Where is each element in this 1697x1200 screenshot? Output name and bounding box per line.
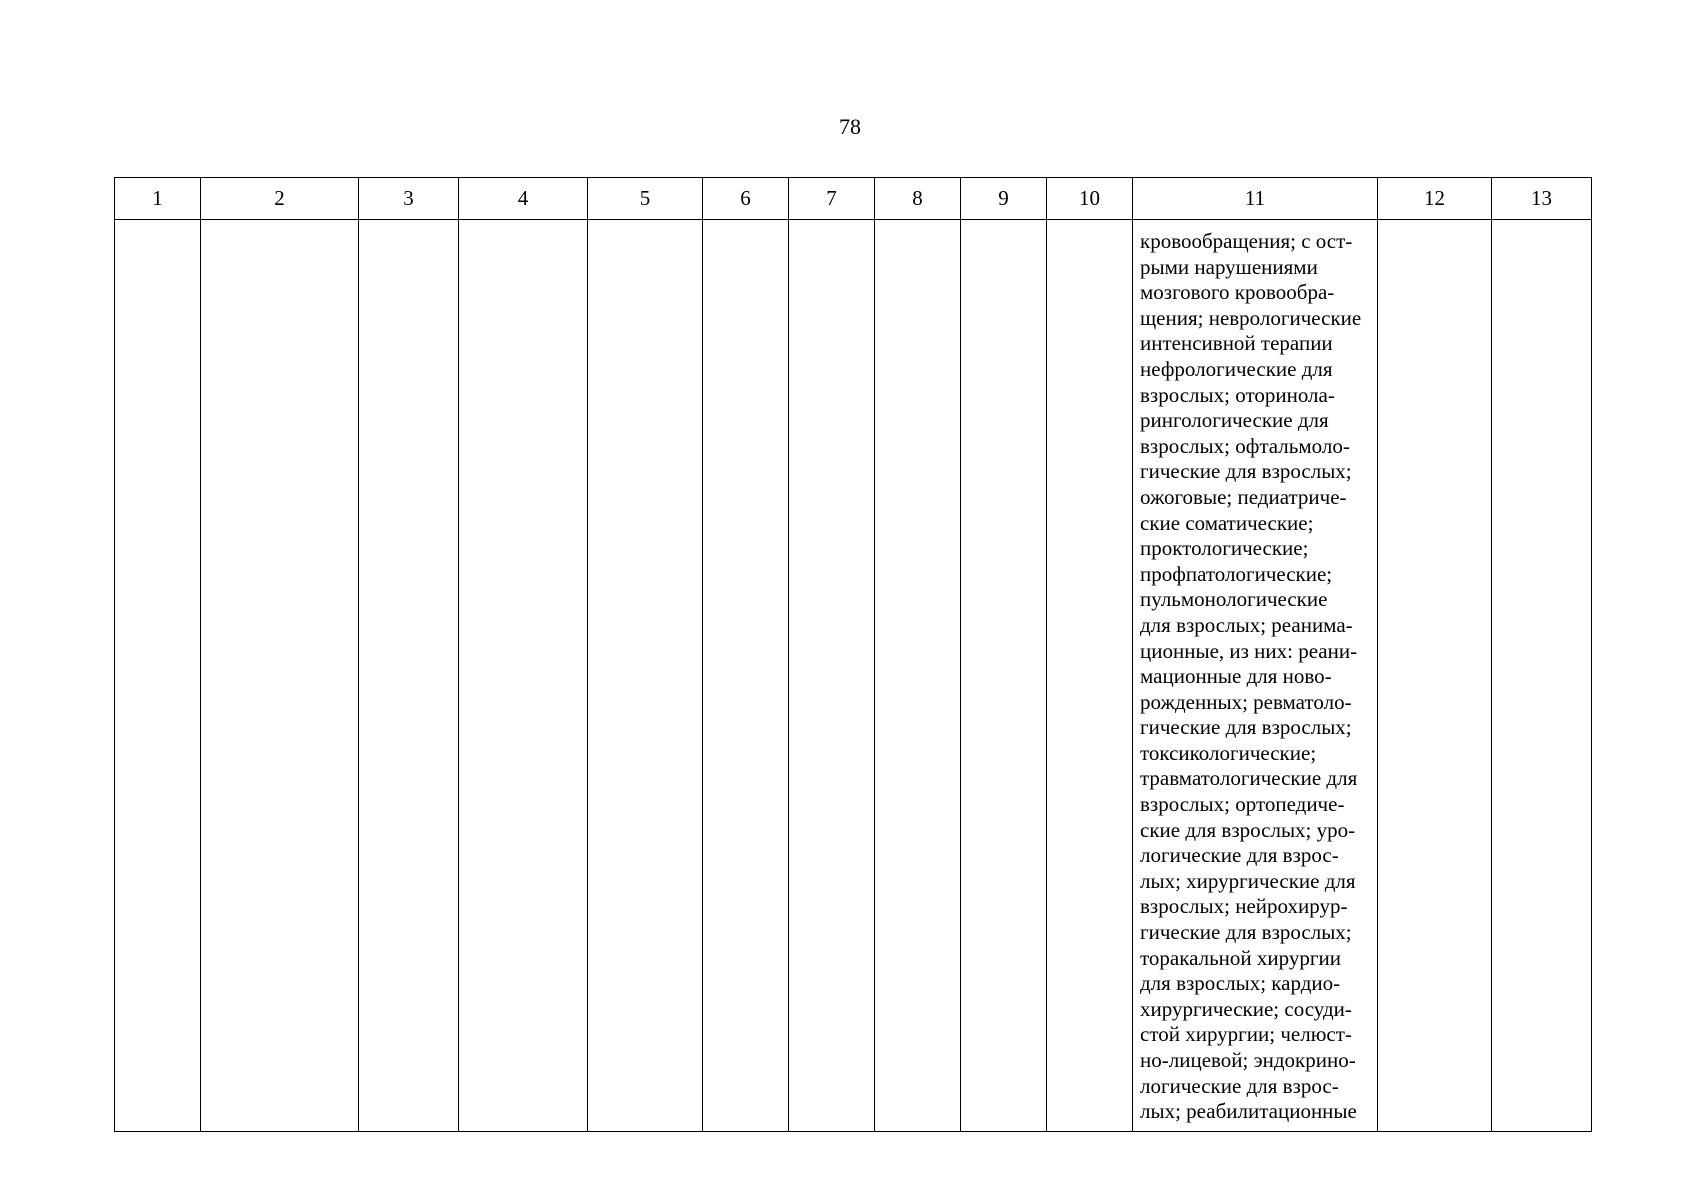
column-header-6: 6 bbox=[703, 178, 789, 220]
column-header-4: 4 bbox=[459, 178, 588, 220]
table-cell-col7 bbox=[789, 220, 875, 1132]
column-header-8: 8 bbox=[875, 178, 961, 220]
table-cell-col12 bbox=[1378, 220, 1492, 1132]
column-header-1: 1 bbox=[115, 178, 201, 220]
table-cell-col9 bbox=[961, 220, 1047, 1132]
table-cell-col2 bbox=[201, 220, 359, 1132]
table-cell-col6 bbox=[703, 220, 789, 1132]
col11-text: кровообращения; с ост- рыми нарушениями мозгового кровообра- щения; неврологические интенсивной терапии нефрологические для взрослых; оторинола- рингологические для взрослых; офтальмоло- гические для взрослых; ожоговые; педиатриче- ские соматические; проктологические; профпатологические; пульмонологические для взрослых; реанима- ционные, из них: реани- мационные для ново- рожденных; ревматоло- гические для взрослых; токсикологические; травматологические для взрослых; ортопедиче- ские для взрослых; уро- логические для взрос- лых; хирургические для взрослых; нейрохирур- гические для взрослых; торакальной хирургии для взрослых; кардио- хирургические; сосуди- стой хирургии; челюст- но-лицевой; эндокрино- логические для взрос- лых; реабилитационные bbox=[1140, 229, 1362, 1124]
column-header-3: 3 bbox=[359, 178, 459, 220]
column-header-13: 13 bbox=[1492, 178, 1592, 220]
column-header-12: 12 bbox=[1378, 178, 1492, 220]
table-cell-col4 bbox=[459, 220, 588, 1132]
table-row bbox=[115, 220, 1592, 1132]
table-cell-col1 bbox=[115, 220, 201, 1132]
column-header-2: 2 bbox=[201, 178, 359, 220]
column-header-5: 5 bbox=[588, 178, 703, 220]
table-cell-col3 bbox=[359, 220, 459, 1132]
column-header-9: 9 bbox=[961, 178, 1047, 220]
column-header-11: 11 bbox=[1133, 178, 1378, 220]
table-cell-col11 bbox=[1133, 220, 1378, 1132]
column-header-10: 10 bbox=[1047, 178, 1133, 220]
table-cell-col10 bbox=[1047, 220, 1133, 1132]
table-cell-col8 bbox=[875, 220, 961, 1132]
document-table bbox=[114, 177, 1592, 1132]
table-cell-col13 bbox=[1492, 220, 1592, 1132]
column-header-7: 7 bbox=[789, 178, 875, 220]
page-number: 78 bbox=[839, 114, 861, 139]
header-row bbox=[115, 178, 1592, 220]
table-cell-col5 bbox=[588, 220, 703, 1132]
